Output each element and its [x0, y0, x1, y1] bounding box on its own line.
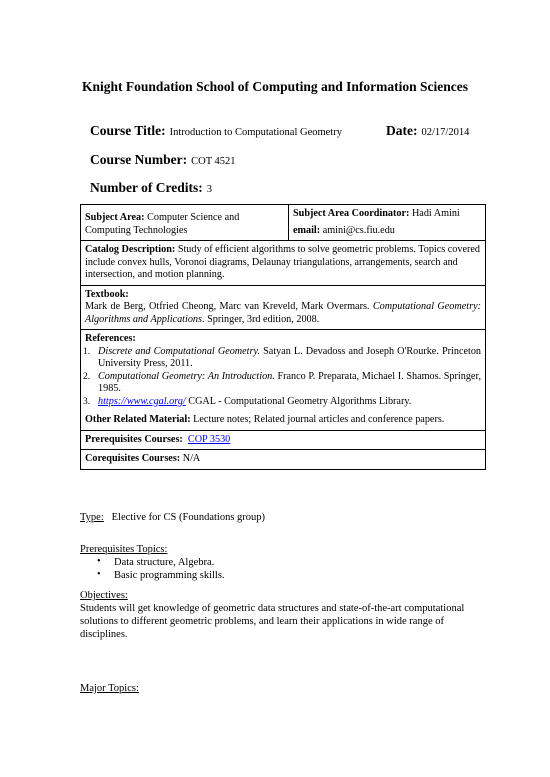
coreq-courses-value: N/A — [182, 453, 201, 464]
list-item — [80, 556, 480, 569]
reference-number: 2. — [83, 371, 91, 382]
coreq-courses-label: Corequisites Courses: — [85, 453, 181, 464]
coordinator-cell — [289, 205, 486, 241]
course-number-row — [90, 151, 236, 169]
objectives-label: Objectives: — [80, 590, 128, 601]
table-row — [81, 450, 486, 470]
credits-label: Number of Credits: — [90, 180, 203, 195]
course-info-table — [80, 204, 486, 470]
credits-row — [90, 179, 212, 197]
list-item — [85, 396, 481, 409]
references-list — [85, 346, 481, 409]
subject-area-cell — [81, 205, 289, 241]
prereq-courses-label: Prerequisites Courses: — [85, 433, 183, 445]
prereq-topic: Basic programming skills. — [114, 570, 225, 581]
prereq-courses-cell — [81, 430, 486, 450]
table-row — [81, 285, 486, 330]
cgal-link[interactable]: https://www.cgal.org/ — [98, 395, 186, 407]
prereq-topics-section — [80, 543, 480, 582]
table-row — [81, 205, 486, 241]
textbook-cell — [81, 285, 486, 330]
list-item — [85, 346, 481, 371]
reference-number: 3. — [83, 396, 91, 407]
date-label: Date: — [386, 123, 418, 138]
textbook-label: Textbook: — [85, 288, 129, 300]
prereq-topics-list — [80, 556, 480, 582]
subject-area-value: Computer Science and Computing Technologies — [85, 212, 240, 236]
references-cell — [81, 330, 486, 431]
date-row — [386, 122, 469, 140]
table-row — [81, 241, 486, 286]
catalog-value: Study of efficient algorithms to solve geometric problems. Topics covered include convex hulls, Voronoi diagrams, Delaunay triangulations, arrangements, search and intersection, and motion planning. — [85, 244, 481, 280]
catalog-cell — [81, 241, 486, 286]
prereq-topics-label: Prerequisites Topics: — [80, 544, 168, 555]
course-title-label: Course Title: — [90, 123, 166, 138]
references-label: References: — [85, 333, 136, 344]
other-material-value: Lecture notes; Related journal articles and conference papers. — [193, 414, 445, 425]
email-label: email: — [293, 224, 321, 236]
table-row — [81, 330, 486, 431]
prereq-course-link[interactable]: COP 3530 — [187, 433, 231, 445]
coordinator-value: Hadi Amini — [411, 208, 460, 219]
reference-details: CGAL - Computational Geometry Algorithms Library. — [185, 395, 412, 407]
textbook-authors: Mark de Berg, Otfried Cheong, Marc van Kreveld, Mark Overmars. — [85, 301, 370, 312]
course-number-label: Course Number: — [90, 152, 188, 167]
major-topics-label: Major Topics: — [80, 683, 139, 694]
reference-title: Computational Geometry: An Introduction. — [98, 370, 275, 382]
subject-area-label: Subject Area: — [85, 212, 145, 223]
course-title-value: Introduction to Computational Geometry — [169, 127, 342, 138]
bullet-icon: • — [97, 569, 101, 580]
other-material-label: Other Related Material: — [85, 414, 191, 425]
reference-title: Discrete and Computational Geometry. — [98, 345, 260, 357]
table-row — [81, 430, 486, 450]
textbook-title: Computational Geometry: Algorithms and Applications — [85, 301, 481, 325]
major-topics-section — [80, 682, 139, 695]
list-item — [85, 371, 481, 396]
page-title: Knight Foundation School of Computing and Information Sciences — [82, 79, 468, 94]
reference-number: 1. — [83, 346, 91, 357]
reference-details: Franco P. Preparata, Michael I. Shamos. Springer, 1985. — [98, 370, 481, 394]
date-value: 02/17/2014 — [421, 127, 470, 138]
catalog-label: Catalog Description: — [85, 244, 176, 255]
course-number-value: COT 4521 — [191, 156, 236, 167]
coordinator-label: Subject Area Coordinator: — [293, 208, 410, 219]
list-item — [80, 569, 480, 582]
reference-details: Satyan L. Devadoss and Joseph O'Rourke. Princeton University Press, 2011. — [98, 345, 482, 369]
course-title-row — [90, 122, 342, 140]
type-label: Type: — [80, 512, 104, 523]
prereq-topic: Data structure, Algebra. — [114, 557, 215, 568]
type-row — [80, 511, 265, 524]
objectives-section — [80, 589, 470, 641]
bullet-icon: • — [97, 556, 101, 567]
type-value: Elective for CS (Foundations group) — [111, 512, 266, 523]
email-value: amini@cs.fiu.edu — [322, 224, 395, 236]
coreq-courses-cell — [81, 450, 486, 470]
credits-value: 3 — [206, 184, 212, 195]
objectives-text: Students will get knowledge of geometric data structures and state-of-the-art computational solutions to different geometric problems, and learn their applications in wide range of disciplines. — [80, 603, 465, 640]
textbook-publisher: . Springer, 3rd edition, 2008. — [201, 313, 320, 325]
